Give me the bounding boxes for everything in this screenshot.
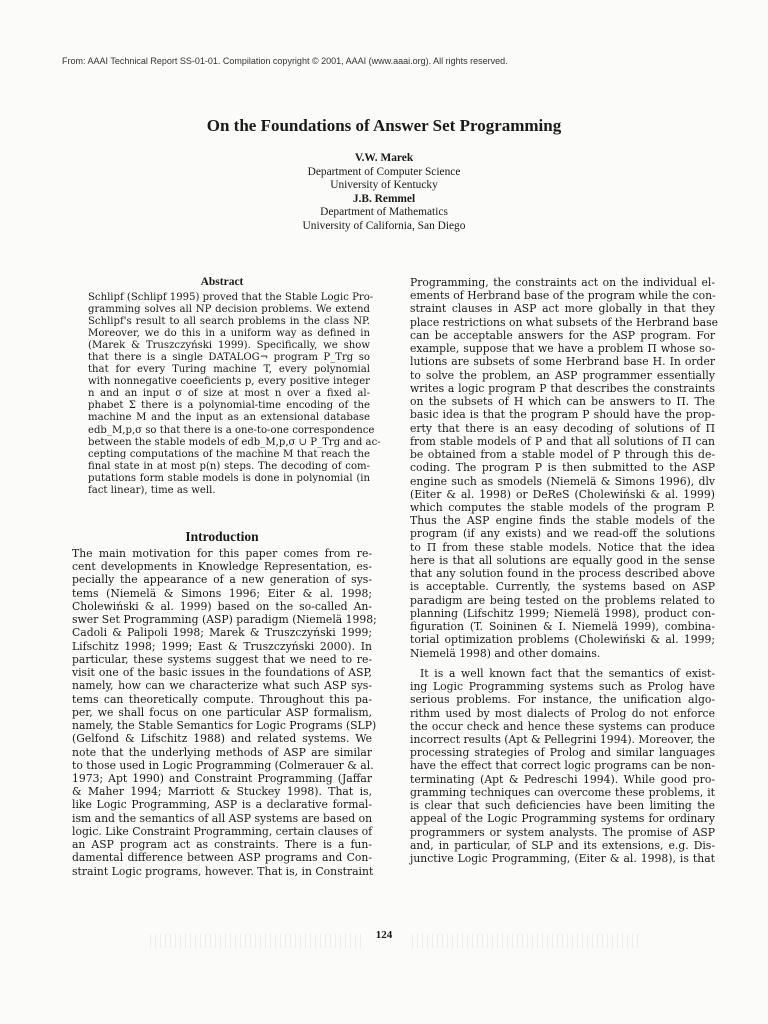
text-line: & Maher 1994; Marriott & Stuckey 1998). That is, [72, 785, 372, 799]
text-line: terminating (Apt & Pedreschi 1994). While good pro- [410, 772, 715, 786]
text-line: is clear that such deficiencies have been limiting the [410, 799, 715, 813]
right-column [410, 276, 719, 866]
text-line: particular, these systems suggest that we need to re- [72, 652, 372, 666]
text-line: which computes the stable models of the program P. [410, 500, 715, 514]
text-line: straint clauses in ASP act more globally in that they [410, 302, 715, 316]
text-line: engine such as smodels (Niemelä & Simons 1996), dlv [410, 474, 715, 488]
text-line: ements of Herbrand base of the program while the con- [410, 289, 716, 303]
text-line: the occur check and hence these systems can produce [410, 719, 715, 733]
author-name: V.W. Marek [354, 152, 414, 164]
text-line: to those used in Logic Programming (Colmerauer & al. [72, 758, 374, 772]
text-line: serious problems. For instance, the unification algo- [410, 693, 715, 707]
text-line: paradigm are being tested on the problems related to [410, 593, 715, 607]
text-line: like Logic Programming, ASP is a declarative formal- [72, 798, 372, 812]
text-line: cepting computations of the machine M that reach the [88, 448, 370, 460]
text-line: namely, the Stable Semantics for Logic Programs (SLP) [72, 719, 377, 733]
text-line: that any solution found in the process described above [410, 567, 715, 581]
text-line: Lifschitz 1998; 1999; East & Truszczyński 2000). In [72, 639, 372, 653]
text-line: coding. The program P is then submitted to the ASP [410, 461, 715, 475]
text-line: edb_M,p,σ so that there is a one-to-one correspondence [88, 424, 375, 436]
text-line: damental difference between ASP programs and Con- [72, 851, 372, 865]
text-line: appeal of the Logic Programming systems for ordinary [410, 812, 715, 826]
author-affiliation: University of Kentucky [330, 179, 438, 192]
text-line: incorrect results (Apt & Pellegrini 1994). Moreover, the [410, 732, 716, 746]
text-line: (Marek & Truszczyński 1999). Specifically, we show [88, 340, 370, 352]
text-line: Schlipf (Schlipf 1995) proved that the Stable Logic Pro- [88, 292, 374, 303]
text-line: that for every Turing machine T, every polynomial [88, 364, 370, 376]
text-line: visit one of the basic issues in the foundations of ASP, [72, 666, 372, 680]
text-line: program (if any exists) and we read-off the solutions [410, 527, 715, 541]
text-line: tems can theoretically compute. Throughout this pa- [72, 692, 372, 706]
text-line: planning (Lifschitz 1999; Niemelä 1998), product con- [410, 606, 715, 620]
text-line: figuration (T. Soininen & I. Niemelä 1999), combina- [410, 620, 715, 634]
text-line: ing Logic Programming systems such as Prolog have [410, 680, 715, 694]
author-affiliation: University of California, San Diego [302, 219, 466, 232]
text-line: (Gelfond & Lifschitz 1988) and related systems. We [72, 732, 372, 746]
introduction-text [72, 547, 377, 878]
text-line: an ASP program act as constraints. There is a fun- [72, 838, 372, 852]
text-line: pecially the appearance of a new generation of sys- [72, 573, 372, 587]
text-line: rithm used by most dialects of Prolog do not enforce [410, 706, 715, 720]
text-line: The main motivation for this paper comes from re- [72, 547, 372, 560]
text-line: gramming solves all NP decision problems. We extend [88, 304, 370, 316]
author-name: J.B. Remmel [352, 192, 416, 205]
page-number: 124 [375, 929, 393, 941]
text-line: junctive Logic Programming, (Eiter & al. 1998), is that [410, 852, 715, 866]
text-line: processing strategies of Prolog and similar languages [410, 746, 715, 760]
text-line: that there is a single DATALOG¬ program P_Trg so [88, 352, 370, 364]
text-line: with nonnegative coeeficients p, every positive integer [88, 376, 370, 388]
text-line: and, in particular, of SLP and its extensions, e.g. Dis- [410, 838, 715, 852]
text-line: place restrictions on what subsets of the Herbrand base [410, 315, 719, 329]
author-block [0, 152, 768, 234]
text-line: from stable models of P and that all solutions of Π can [410, 434, 715, 448]
text-line: Programming, the constraints act on the individual el- [410, 276, 715, 289]
text-line: phabet Σ there is a polynomial-time encoding of the [88, 400, 370, 412]
text-line: gramming techniques can overcome these problems, it [410, 785, 715, 799]
text-line: putations form stable models is done in polynomial (in [88, 472, 370, 484]
text-line: on the subsets of H which can be answers to Π. The [410, 395, 715, 409]
text-line: writes a logic program P that describes the constraints [410, 381, 715, 395]
text-line: 1973; Apt 1990) and Constraint Programming (Jaffar [72, 771, 372, 785]
text-line: can be acceptable answers for the ASP program. For [410, 328, 715, 342]
text-line: between the stable models of edb_M,p,σ ∪ P_Trg and ac- [88, 436, 381, 448]
copyright-header: From: AAAI Technical Report SS-01-01. Compilation copyright © 2001, AAAI (www.aaai.org). All rights reserved. [62, 56, 508, 66]
text-line: Thus the ASP engine finds the stable models of the [410, 514, 715, 528]
text-line: torial optimization problems (Cholewiński & al. 1999; [410, 633, 715, 647]
right-paragraph-2 [410, 667, 715, 866]
text-line: machine M and the input as an extensional database [88, 412, 370, 424]
introduction-heading: Introduction [185, 529, 259, 544]
text-line: to solve the problem, an ASP programmer essentially [410, 368, 715, 382]
text-line: logic. Like Constraint Programming, certain clauses of [72, 824, 373, 838]
text-line: basic idea is that the program P should have the prop- [410, 408, 715, 422]
text-line: note that the underlying methods of ASP are similar [72, 745, 372, 759]
author-affiliation: Department of Mathematics [320, 206, 448, 219]
text-line: programmers or system analysts. The promise of ASP [410, 825, 715, 839]
author-affiliation: Department of Computer Science [307, 165, 461, 178]
text-line: Cadoli & Palipoli 1998; Marek & Truszczyński 1999; [72, 626, 372, 640]
text-line: final state in at most p(n) steps. The decoding of com- [88, 460, 370, 472]
text-line: Niemelä 1998) and other domains. [410, 646, 601, 660]
paper-title: On the Foundations of Answer Set Programming [206, 116, 562, 135]
text-line: Moreover, we do this in a uniform way as defined in [88, 328, 370, 340]
text-line: namely, how can we characterize what such ASP sys- [72, 679, 372, 693]
text-line: example, suppose that we have a problem Π whose so- [410, 342, 715, 356]
text-line: ism and the semantics of all ASP systems are based on [72, 811, 373, 825]
text-line: cent developments in Knowledge Representation, es- [72, 560, 372, 574]
right-paragraph-1 [410, 276, 719, 660]
text-line: here is that all solutions are equally good in the sense [410, 553, 715, 567]
text-line: Cholewiński & al. 1999) based on the so-called An- [72, 599, 372, 613]
text-line: swer Set Programming (ASP) paradigm (Niemelä 1998; [72, 613, 377, 627]
text-line: lutions are subsets of some Herbrand base H. In order [410, 355, 715, 369]
text-line: Schlipf's result to all search problems in the class NP. [88, 316, 370, 328]
text-line: tems (Niemelä & Simons 1996; Eiter & al. 1998; [72, 586, 372, 600]
abstract-heading: Abstract [200, 276, 244, 288]
text-line: per, we shall focus on one particular ASP formalism, [72, 705, 372, 719]
text-line: to Π from these stable models. Notice that the idea [410, 540, 715, 554]
text-line: be obtained from a stable model of P through this de- [410, 448, 715, 462]
text-line: n and an input σ of size at most n over a fixed al- [88, 388, 370, 400]
text-line: is acceptable. Currently, the systems based on ASP [410, 580, 715, 594]
text-line: fact linear), time as well. [88, 484, 216, 496]
text-line: straint Logic programs, however. That is, in Constraint [72, 864, 374, 878]
text-line: have the effect that correct logic programs can be non- [410, 759, 715, 773]
abstract-text [88, 292, 381, 497]
text-line: erty that there is an easy decoding of solutions of Π [410, 421, 715, 435]
text-line: It is a well known fact that the semantics of exist- [420, 666, 715, 680]
text-line: (Eiter & al. 1998) or DeReS (Cholewiński & al. 1999) [410, 487, 715, 501]
